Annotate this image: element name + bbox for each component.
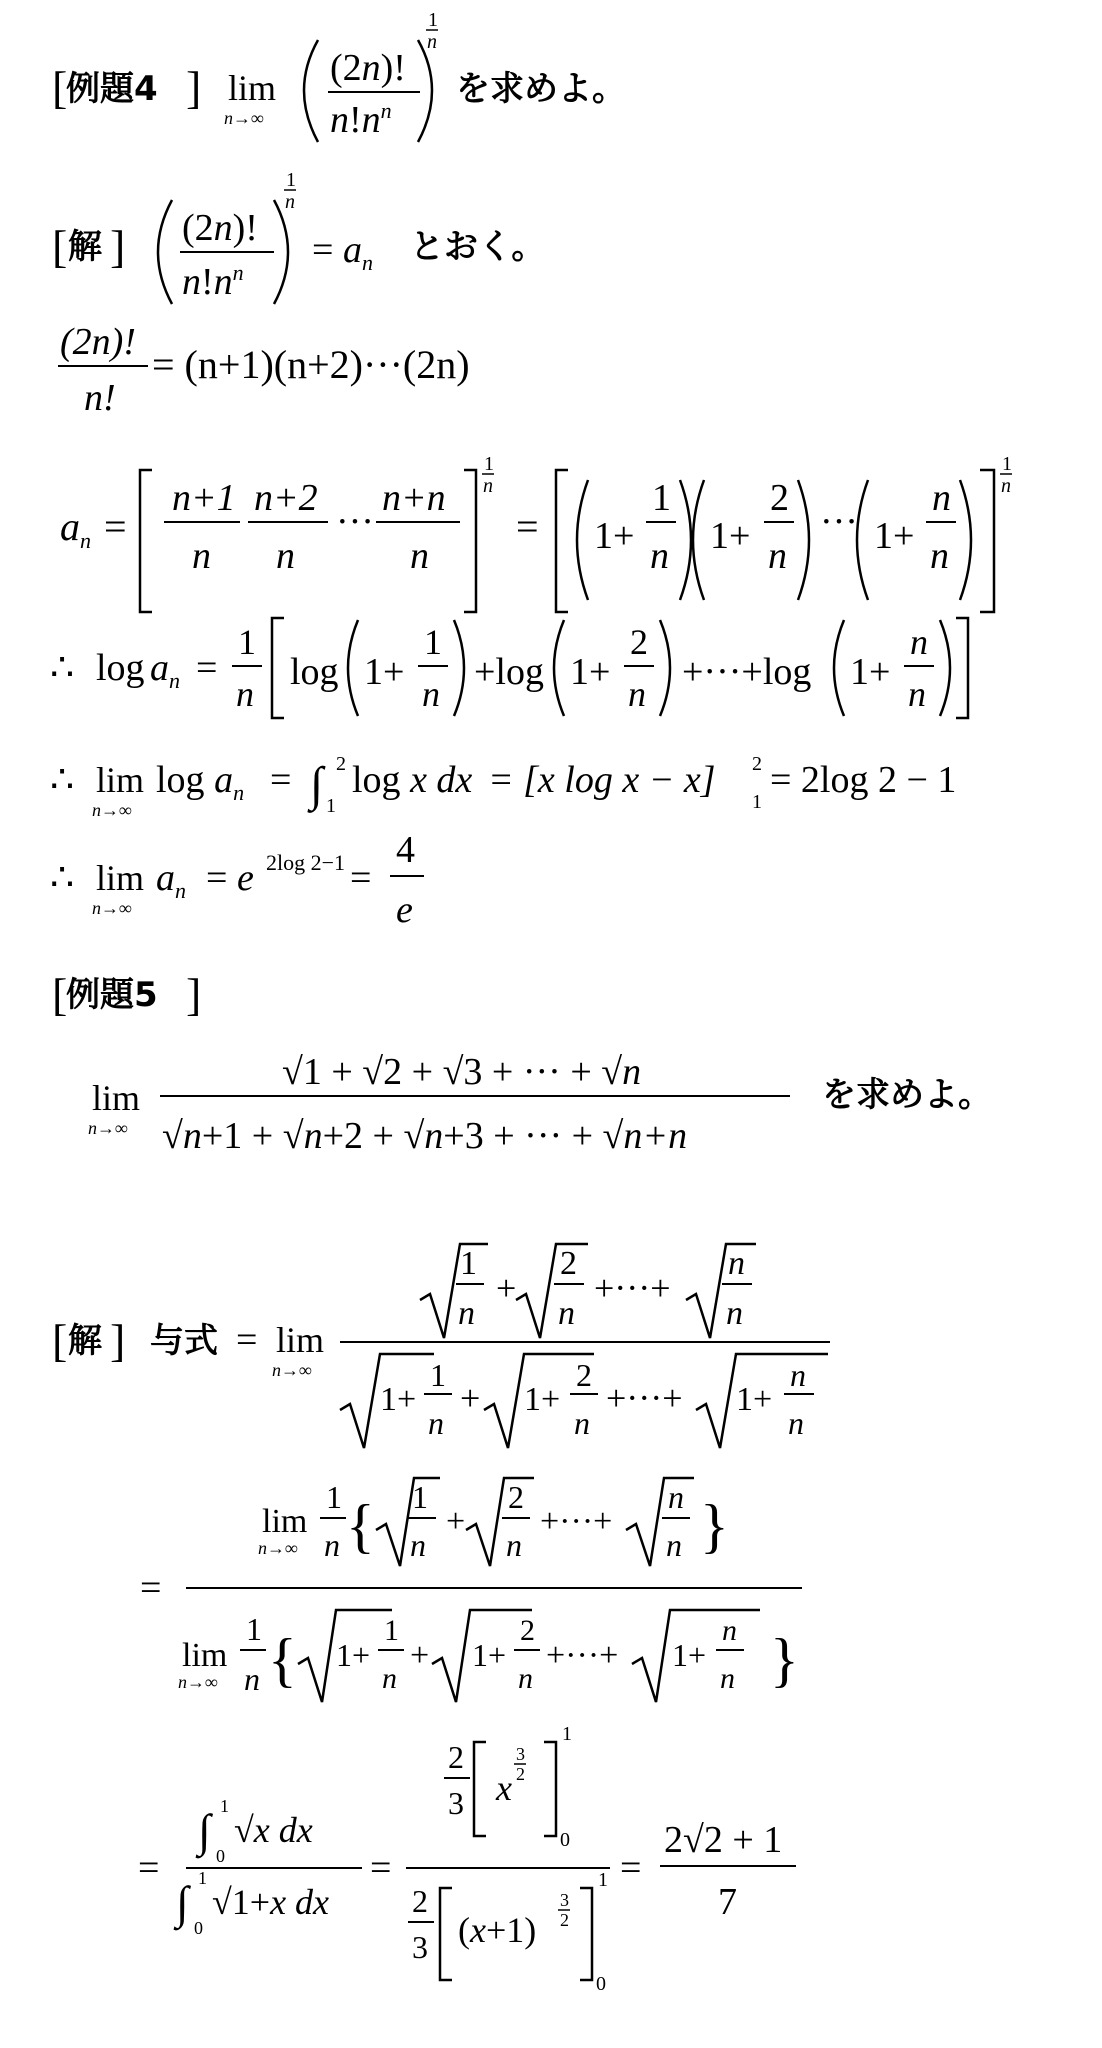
svg-text:n: n — [668, 1479, 684, 1515]
svg-text:2: 2 — [412, 1883, 428, 1919]
example5-problem — [88, 1051, 992, 1157]
svg-text:log an: $\log a_n$ — [156, 759, 245, 805]
svg-text:0: 0 — [560, 1829, 570, 1851]
svg-text:1: 1 — [1002, 453, 1012, 475]
svg-text:1: 1 — [752, 791, 762, 813]
svg-text:1+: 1+ — [380, 1381, 417, 1418]
bracket-right — [464, 470, 476, 612]
example5-label: 例題5 — [66, 975, 158, 1015]
svg-text:1+: 1+ — [524, 1381, 561, 1418]
svg-text:···: ··· — [820, 501, 858, 543]
svg-text:2: 2 — [508, 1479, 524, 1515]
svg-text:n+n: n+n — [382, 477, 446, 519]
svg-text:n→∞: n→∞ — [92, 800, 132, 820]
svg-text:n: n — [506, 1527, 522, 1563]
svg-text:=: = — [140, 1567, 162, 1609]
svg-text:=: = — [196, 647, 218, 689]
integral-line — [50, 753, 956, 820]
solution4-bracket-close: ] — [110, 221, 126, 272]
svg-text:n: n — [628, 674, 646, 714]
example4-instruction: を求めよ。 — [456, 69, 626, 109]
svg-text:lim: lim — [262, 1503, 308, 1540]
svg-text:n: n — [650, 535, 669, 577]
svg-text:+···+: +···+ — [606, 1378, 683, 1418]
svg-text:n+2: n+2 — [254, 477, 318, 519]
svg-text:1: 1 — [220, 1796, 229, 1816]
lim-subscript: n→∞ — [224, 108, 264, 128]
svg-text:=: = — [270, 759, 292, 801]
svg-text:3: 3 — [412, 1929, 428, 1965]
svg-text:n: n — [930, 535, 949, 577]
svg-text:= e: = e — [206, 857, 254, 899]
svg-text:+: + — [446, 1503, 466, 1540]
therefore-symbol: ∴ — [50, 857, 75, 899]
svg-text:{: { — [346, 1493, 375, 1559]
result-den: e — [396, 889, 413, 931]
svg-text:3: 3 — [516, 1744, 525, 1764]
solution5-header — [52, 1244, 830, 1448]
svg-text:1: 1 — [412, 1479, 428, 1515]
frac-num: (2n)! — [182, 207, 258, 249]
svg-text:2: 2 — [520, 1614, 535, 1647]
lim-label: lim — [228, 68, 277, 108]
svg-text:2: 2 — [752, 753, 762, 775]
svg-text:1: 1 — [238, 622, 256, 662]
svg-text:+···+: +···+ — [594, 1268, 671, 1308]
svg-text:lim: lim — [96, 858, 145, 898]
svg-text:1: 1 — [652, 477, 671, 519]
problem-denominator: √n+1 + √n+2 + √n+3 + ··· + √n+n — [162, 1115, 688, 1157]
svg-text:2: 2 — [576, 1357, 592, 1393]
svg-text:n: n — [558, 1295, 575, 1332]
svg-text:1: 1 — [562, 1723, 572, 1745]
svg-text:∫: ∫ — [310, 758, 324, 811]
svg-text:√1+x dx: √1+x dx — [212, 1882, 330, 1922]
exponent: 2log 2−1 — [266, 850, 346, 875]
svg-text:=: = — [236, 1319, 258, 1361]
svg-text:+···+: +···+ — [540, 1503, 613, 1540]
svg-text:1+: 1+ — [710, 515, 751, 557]
svg-text:n+1: n+1 — [172, 477, 236, 519]
ratio-num: (2n)! — [60, 321, 136, 363]
svg-text:{: { — [268, 1627, 297, 1693]
svg-text:n: n — [518, 1662, 533, 1695]
svg-text:+: + — [496, 1268, 517, 1308]
svg-text:(x+1): (x+1) — [458, 1910, 537, 1950]
paren-left — [304, 40, 318, 142]
example4-header — [52, 9, 626, 142]
svg-text:3: 3 — [448, 1785, 464, 1821]
svg-text:2: 2 — [448, 1739, 464, 1775]
svg-text:1: 1 — [598, 1869, 608, 1891]
svg-text:n: n — [428, 1405, 444, 1441]
integral-result: = 2log 2 − 1 — [770, 759, 957, 801]
svg-text:lim: lim — [276, 1320, 325, 1360]
svg-text:···: ··· — [336, 501, 374, 543]
paren-left — [158, 200, 172, 304]
svg-text:n: n — [726, 1295, 743, 1332]
svg-text:n: n — [458, 1295, 475, 1332]
solution5-label: 解 — [68, 1321, 102, 1361]
svg-text:2: 2 — [630, 622, 648, 662]
svg-text:1: 1 — [198, 1868, 207, 1888]
svg-text:n: n — [410, 535, 429, 577]
svg-text:∫: ∫ — [176, 1877, 189, 1928]
svg-text:1: 1 — [484, 453, 494, 475]
frac-den: $n!n^n$ — [330, 98, 392, 141]
antiderivative: = [x log x − x] — [488, 759, 716, 801]
svg-text:lim: lim — [182, 1637, 228, 1674]
svg-text:n: n — [483, 475, 493, 497]
svg-text:1: 1 — [326, 795, 336, 817]
limit-result-line — [50, 829, 424, 931]
problem-numerator: √1 + √2 + √3 + ··· + √n — [282, 1051, 642, 1093]
bracket-left — [140, 470, 152, 612]
svg-text:n: n — [720, 1662, 735, 1695]
svg-text:n: n — [236, 674, 254, 714]
svg-text:1+: 1+ — [594, 515, 635, 557]
svg-text:1: 1 — [326, 1479, 342, 1515]
svg-text:n: n — [574, 1405, 590, 1441]
paren-right — [274, 200, 288, 304]
therefore-symbol: ∴ — [50, 647, 75, 689]
svg-text:n→∞: n→∞ — [92, 898, 132, 918]
svg-text:n: n — [908, 674, 926, 714]
svg-text:=: = — [620, 1847, 642, 1889]
svg-text:n: n — [722, 1614, 737, 1647]
svg-text:=: = — [370, 1847, 392, 1889]
svg-text:=: = — [350, 857, 372, 899]
factorial-ratio-line — [58, 321, 470, 419]
svg-text:n→∞: n→∞ — [88, 1118, 128, 1138]
svg-text:n→∞: n→∞ — [178, 1672, 218, 1692]
svg-text:n: n — [790, 1357, 806, 1393]
svg-text:n→∞: n→∞ — [258, 1538, 298, 1558]
result-num: 4 — [396, 829, 415, 871]
svg-text:1+: 1+ — [736, 1381, 773, 1418]
svg-text:n: n — [1001, 475, 1011, 497]
final-numerator: 2√2 + 1 — [664, 1819, 783, 1861]
solution4-label: 解 — [68, 227, 102, 267]
equals: = — [104, 504, 127, 549]
svg-text:n: n — [382, 1662, 397, 1695]
example4-label: 例題4 — [66, 69, 158, 109]
svg-text:n: n — [666, 1527, 682, 1563]
svg-text:n: n — [728, 1245, 745, 1282]
solution4-header — [52, 169, 545, 304]
svg-text:2: 2 — [770, 477, 789, 519]
svg-text:1+: 1+ — [570, 651, 611, 693]
solution4-bracket-open: [ — [52, 221, 68, 272]
svg-text:n: n — [410, 1527, 426, 1563]
final-integral-ratio — [138, 1723, 796, 1995]
log-word: log — [96, 647, 145, 689]
an-symbol: $a_n$ — [60, 504, 91, 553]
example5-instruction: を求めよ。 — [822, 1075, 992, 1115]
svg-text:lim: lim — [92, 1078, 141, 1118]
svg-text:0: 0 — [596, 1973, 606, 1995]
svg-text:1: 1 — [460, 1245, 477, 1282]
svg-text:3: 3 — [560, 1890, 569, 1910]
svg-text:2: 2 — [560, 1245, 577, 1282]
svg-text:1+: 1+ — [364, 651, 405, 693]
svg-text:1+: 1+ — [850, 651, 891, 693]
svg-text:+···+log: +···+log — [682, 651, 812, 693]
example5-header — [52, 969, 201, 1020]
final-denominator: 7 — [718, 1881, 737, 1923]
equals: = $a_n$ — [312, 229, 373, 275]
svg-text:an: $a_n$ — [150, 647, 180, 693]
riemann-ratio — [140, 1478, 802, 1702]
exp-1: 1 — [428, 9, 438, 31]
svg-text:√x dx: √x dx — [234, 1810, 313, 1850]
log-sum-line — [50, 618, 968, 718]
example4-bracket-close: ] — [186, 62, 202, 113]
svg-text:1: 1 — [430, 1357, 446, 1393]
svg-text:1: 1 — [384, 1614, 399, 1647]
frac-den: $n!n^n$ — [182, 260, 244, 303]
svg-text:n: n — [768, 535, 787, 577]
exp-n: n — [427, 31, 437, 53]
svg-text:n: n — [932, 477, 951, 519]
example4-bracket-open: [ — [52, 62, 68, 113]
svg-text:2: 2 — [336, 753, 346, 775]
exp-1: 1 — [286, 169, 296, 191]
svg-text:0: 0 — [194, 1918, 203, 1938]
svg-text:+···+: +···+ — [546, 1637, 619, 1674]
frac-num: (2n)! — [330, 47, 406, 89]
svg-text:}: } — [770, 1627, 799, 1693]
an-product-line — [60, 453, 1012, 612]
svg-text:∫: ∫ — [198, 1805, 211, 1856]
svg-text:[: [ — [52, 1315, 68, 1366]
svg-text:n: n — [788, 1405, 804, 1441]
svg-text:[: [ — [52, 969, 68, 1020]
svg-text:n: n — [910, 622, 928, 662]
svg-text:1: 1 — [246, 1611, 262, 1647]
svg-text:]: ] — [110, 1315, 126, 1366]
svg-text:n: n — [324, 1527, 340, 1563]
svg-text:]: ] — [186, 969, 202, 1020]
svg-text:n: n — [276, 535, 295, 577]
ratio-rhs: = (n+1)(n+2)···(2n) — [152, 342, 470, 387]
svg-text:lim: lim — [96, 760, 145, 800]
svg-text:log: log — [290, 651, 339, 693]
svg-text:0: 0 — [216, 1846, 225, 1866]
therefore-symbol: ∴ — [50, 759, 75, 801]
exp-n: n — [285, 191, 295, 213]
svg-text:n→∞: n→∞ — [272, 1360, 312, 1380]
svg-text:+log: +log — [474, 651, 544, 693]
svg-text:an: $a_n$ — [156, 857, 186, 903]
svg-text:n: n — [244, 1661, 260, 1697]
svg-text:2: 2 — [516, 1764, 525, 1784]
yoshiki-label: 与式 — [150, 1321, 218, 1361]
svg-text:1+: 1+ — [874, 515, 915, 557]
equals: = — [516, 504, 539, 549]
svg-text:1+: 1+ — [336, 1637, 371, 1673]
svg-text:1+: 1+ — [672, 1637, 707, 1673]
svg-text:n: n — [422, 674, 440, 714]
svg-text:1: 1 — [424, 622, 442, 662]
svg-text:}: } — [700, 1493, 729, 1559]
ratio-den: n! — [84, 377, 116, 419]
svg-text:+: + — [460, 1378, 481, 1418]
svg-text:=: = — [138, 1847, 160, 1889]
paren-right — [418, 40, 432, 142]
svg-text:+: + — [410, 1637, 430, 1674]
svg-text:2: 2 — [560, 1910, 569, 1930]
svg-text:x: x — [496, 1768, 512, 1808]
svg-text:n: n — [192, 535, 211, 577]
svg-text:1+: 1+ — [472, 1637, 507, 1673]
svg-text:log x dx: log x dx — [352, 759, 473, 801]
solution4-set-text: とおく。 — [410, 227, 546, 267]
